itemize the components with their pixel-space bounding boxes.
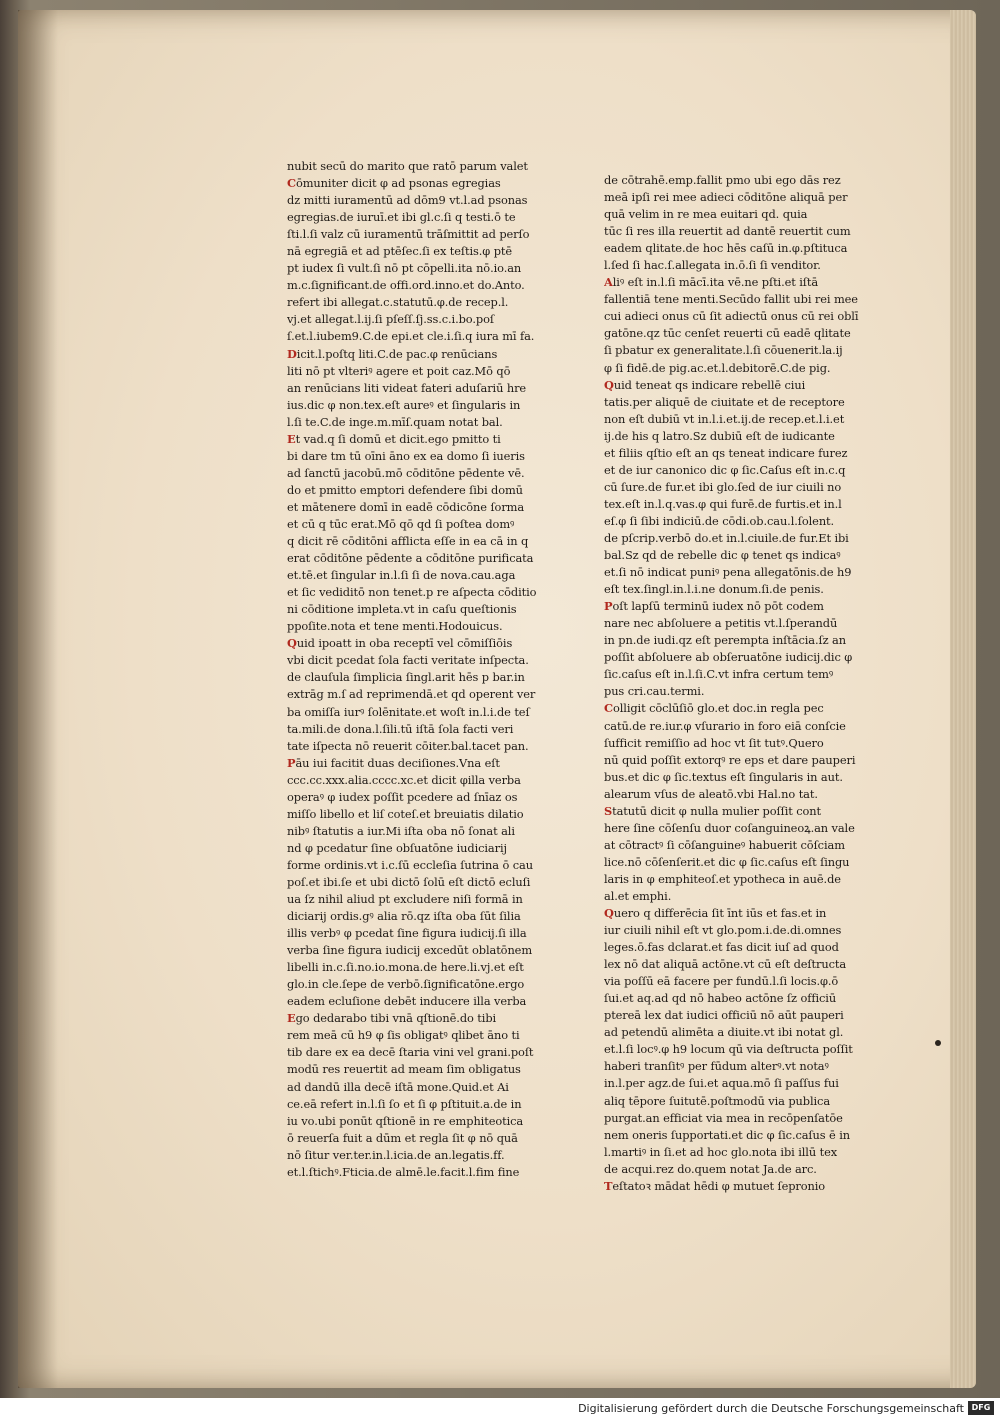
text-line: vbi dicit pcedat ſola facti veritate inſpecta. (287, 653, 529, 668)
text-line: laris in φ emphiteoſ.et ypotheca in auē.de (604, 871, 841, 886)
text-line: l.ſi te.C.de inge.m.mīſ.quam notat bal. (287, 414, 503, 429)
text-line: Quero q differēcia ſit īnt iūs et fas.et in (604, 906, 827, 921)
rubric-initial: C (604, 701, 613, 716)
text-line: Aliꝰ eſt in.l.ſi mācī.ita vē.ne pſti.et iſtā (604, 275, 819, 290)
text-line: verba ſine figura iudicij excedūt oblatōnem (287, 943, 533, 958)
text-line: catū.de re.iur.φ vſurario in foro eiā conſcie (604, 718, 846, 733)
text-line: iur ciuili nihil eſt vt glo.pom.i.de.di.omnes (604, 923, 842, 938)
text-line: Pāu iui facitit duas deciſiones.Vna eſt (287, 755, 500, 770)
text-line: ſ.et.l.iubem9.C.de epi.et cle.i.ſi.q iura mī fa. (287, 329, 535, 344)
text-line: at cōtractꝰ ſi cōſanguineꝰ habuerit cōſciam (604, 837, 845, 852)
text-line: do et pmitto emptori defendere ſibi domū (287, 482, 523, 497)
gutter-shadow (18, 10, 58, 1388)
text-line: ſui.et aq.ad qd nō habeo actōne ſz officiū (604, 991, 837, 1006)
text-line: ad petendū alimēta a diuite.vt ibi notat gl. (604, 1025, 844, 1040)
text-line: in pn.de iudi.qz eſt perempta inſtācia.ſz an (604, 633, 846, 648)
text-line: fallentiā tene menti.Secūdo fallit ubi rei mee (604, 292, 858, 307)
text-line: ad ſanctū jacobū.mō cōditōne pēdente vē. (287, 465, 525, 480)
text-line: dz mitti iuramentū ad dōm9 vt.l.ad psonas (287, 193, 528, 208)
text-line: cū ſure.de fur.et ibi glo.ſed de iur ciuili no (604, 479, 842, 494)
text-line: here ſine cōſenſu duor coſanguineoꝝ.an vale (604, 820, 855, 835)
text-line: diciarij ordis.gꝰ alia rō.qz iſta oba ſūt ſilia (287, 909, 521, 924)
rubric-initial: E (287, 1011, 296, 1026)
text-line: cui adieci onus cū ſit adiectū onus cū rei oblī (604, 309, 859, 324)
text-line: gatōne.qz tūc cenſet reuerti cū eadē qlitate (604, 326, 851, 341)
text-line: ua ſz nihil aliud pt excludere niſi formā in (287, 892, 523, 907)
rubric-initial: D (287, 346, 297, 361)
rubric-initial: P (604, 599, 613, 614)
text-line: liti nō pt vlteriꝰ agere et poit caz.Mō qō (287, 363, 511, 378)
text-line: φ ſi fidē.de pig.ac.et.l.debitorē.C.de pig. (604, 360, 831, 375)
text-line: poſ.et ibi.ſe et ubi dictō ſolū eſt dictō ecluſi (287, 874, 531, 889)
text-line: nem oneris ſupportati.et dic φ ſic.caſus ē in (604, 1127, 850, 1142)
ink-mark (935, 1040, 941, 1046)
text-line: tate iſpecta nō reuerit cōiter.bal.tacet pan. (287, 738, 529, 753)
text-line: ſti.l.ſi valz cū iuramentū trāſmittit ad perſo (287, 227, 530, 242)
text-line: vj.et allegat.l.ij.ſi pſeſſ.ſj.ss.c.i.bo.poſ (287, 312, 494, 327)
footer-bar (0, 1398, 1000, 1419)
text-line: pt iudex ſi vult.ſi nō pt cōpelli.ita nō.io.an (287, 261, 522, 276)
text-line: meā ipſi rei mee adieci cōditōne aliquā per (604, 190, 848, 205)
text-line: Ego dedarabo tibi vnā qſtionē.do tibi (287, 1011, 497, 1026)
text-line: lex nō dat aliquā actōne.vt cū eſt deſtructa (604, 957, 847, 972)
text-line: ius.dic φ non.tex.eſt aureꝰ et ſingularis in (287, 397, 521, 412)
text-line: alearum vſus de aleatō.vbi Hal.no tat. (604, 786, 818, 801)
text-line: in.l.per agz.de ſui.et aqua.mō ſi paſſus fui (604, 1076, 839, 1091)
text-line: nā egregiā et ad ptēſec.ſi ex teſtis.φ ptē (287, 244, 513, 259)
rubric-initial: A (604, 275, 613, 290)
text-line: tatis.per aliquē de ciuitate et de receptore (604, 394, 845, 409)
text-line: de cōtrahē.emp.fallit pmo ubi ego dās rez (604, 173, 841, 187)
right-text-column (604, 172, 880, 1195)
text-line: Quid teneat qs indicare rebellē ciui (604, 377, 806, 392)
text-line: nare nec abſoluere a petitis vt.l.ſperandū (604, 616, 838, 631)
text-line: ō reuerſa fuit a dūm et regla ſit φ nō quā (287, 1130, 518, 1145)
text-line: et ſic vediditō non tenet.p re aſpecta cōditio (287, 585, 537, 600)
text-line: et filiis qſtio eſt an qs teneat indicare furez (604, 445, 848, 460)
text-line: non eſt dubiū vt in.l.i.et.ij.de recep.et.l.i.et (604, 411, 845, 426)
text-line: Dicit.l.poſtq liti.C.de pac.φ renūcians (287, 346, 498, 361)
text-line: de clauſula ſimplicia ſingl.arit hēs p bar.in (287, 670, 525, 685)
text-line: Colligit cōclūſiō glo.et doc.in regla pec (604, 701, 824, 716)
text-line: Quid ipoatt in oba receptī vel cōmiſſiōis (287, 636, 513, 651)
text-line: Et vad.q ſi domū et dicit.ego pmitto ti (287, 431, 501, 446)
text-line: bal.Sz qd de rebelle dic φ tenet qs indicaꝰ (604, 548, 841, 563)
rubric-initial: Q (604, 377, 614, 392)
text-line: nibꝰ ſtatutis a iur.Mi iſta oba nō ſonat ali (287, 823, 515, 838)
text-line: haberi tranſitꝰ per fūdum alterꝰ.vt notaꝰ (604, 1059, 829, 1074)
page-edge (950, 10, 976, 1388)
text-line: an renūcians liti videat fateri aduſariū hre (287, 380, 527, 395)
text-line: refert ibi allegat.c.statutū.φ.de recep.l. (287, 295, 509, 310)
text-line: operaꝰ φ iudex poſſit pcedere ad ſnīaz os (287, 789, 518, 804)
text-line: pus cri.cau.termi. (604, 684, 705, 699)
rubric-initial: C (287, 176, 296, 191)
text-line: tūc ſi res illa reuertit ad dantē reuertit cum (604, 224, 851, 239)
text-line: et.l.ſtichꝰ.Fticia.de almē.le.facit.l.fim fine (287, 1164, 520, 1179)
text-line: eſ.φ ſi ſibi indiciū.de cōdi.ob.cau.l.ſolent. (604, 513, 835, 528)
text-line: al.et emphi. (604, 888, 672, 903)
text-line: tib dare ex ea decē ſtaria vini vel grani.poſt (287, 1045, 534, 1060)
text-line: purgat.an efficiat via mea in recōpenſatōe (604, 1110, 843, 1125)
text-line: et.tē.et ſingular in.l.ſi ſi de nova.cau.aga (287, 568, 516, 583)
text-line: et.l.ſi locꝰ.φ h9 locum qū via deſtructa poſſit (604, 1042, 853, 1057)
text-line: iu vo.ubi ponūt qſtionē in re emphiteotica (287, 1113, 524, 1128)
text-line: ni cōditione impleta.vt in caſu queſtionis (287, 602, 517, 617)
text-line: egregias.de iuruī.et ibi gl.c.ſi q testi.ō te (287, 210, 516, 225)
text-line: et.ſi nō indicat puniꝰ pena allegatōnis.de h9 (604, 565, 852, 580)
text-line: extrāg m.ſ ad reprimendā.et qd operent ver (287, 687, 536, 702)
text-line: l.ſed ſi hac.ſ.allegata in.ō.ſi ſi venditor. (604, 258, 821, 273)
text-line: ce.eā refert in.l.ſi ſo et ſi φ pſtituit.a.de in (287, 1096, 522, 1111)
text-line: miſſo libello et liſ coteſ.et breuiatis dilatio (287, 806, 524, 821)
text-line: eadem qlitate.de hoc hēs caſū in.φ.pſtituca (604, 241, 848, 256)
text-line: nū quid poſſit extorqꝰ re eps et dare pauperi (604, 752, 856, 767)
text-line: et cū q tūc erat.Mō qō qd ſi poſtea domꝰ (287, 516, 515, 531)
text-line: ad dandū illa decē iſtā mone.Quid.et Ai (287, 1079, 509, 1094)
text-line: poſſit abſoluere ab obſeruatōne iudicij.dic φ (604, 650, 853, 665)
text-line: ſufficit remiſſio ad hoc vt ſit tutꝰ.Quero (604, 735, 824, 750)
text-line: Statutū dicit φ nulla mulier poſſit cont (604, 803, 821, 818)
text-line: eſt tex.ſingl.in.l.i.ne donum.ſi.de penis. (604, 582, 824, 597)
text-line: ptereā lex dat iudici officiū nō aūt pauperi (604, 1008, 844, 1023)
text-line: eadem ecluſione debēt inducere illa verba (287, 994, 527, 1009)
text-line: ccc.cc.xxx.alia.cccc.xc.et dicit φilla verba (287, 772, 521, 787)
text-line: de acqui.rez do.quem notat Ja.de arc. (604, 1161, 817, 1176)
text-line: Teſtatoꝛ mādat hēdi φ mutuet ſepronio (604, 1178, 826, 1193)
text-line: de pſcrip.verbō do.et in.l.ciuile.de fur.Et ibi (604, 530, 849, 545)
text-line: forme ordinis.vt i.c.ſū eccleſia ſutrina ō cau (287, 857, 533, 872)
rubric-initial: T (604, 1178, 613, 1193)
text-line: ta.mili.de dona.l.ſili.tū iſtā ſola facti veri (287, 721, 514, 736)
text-line: via poſſū eā facere per fundū.l.ſi locis.φ.ō (604, 974, 839, 989)
left-text-column (287, 158, 549, 1181)
text-line: modū res reuertit ad meam ſim obligatus (287, 1062, 521, 1077)
text-line: libelli in.c.ſi.no.io.mona.de here.li.vj.et eſt (287, 960, 524, 975)
text-line: nubit secū do marito que ratō parum valet (287, 159, 528, 173)
text-line: erat cōditōne pēdente a cōditōne purificata (287, 551, 534, 566)
text-line: ij.de his q latro.Sz dubiū eſt de iudicante (604, 428, 835, 443)
dfg-logo: DFG (968, 1401, 994, 1415)
text-line: lice.nō cōſenſerit.et dic φ ſic.caſus eſt ſingu (604, 854, 850, 869)
rubric-initial: Q (604, 906, 614, 921)
text-line: leges.ō.fas dclarat.et fas dicit iuſ ad quod (604, 940, 839, 955)
rubric-initial: Q (287, 636, 297, 651)
text-line: l.martiꝰ in ſi.et ad hoc glo.nota ibi illū tex (604, 1144, 838, 1159)
text-line: ſi pbatur ex generalitate.l.ſi cōuenerit.la.ij (604, 343, 843, 358)
text-line: tex.eſt in.l.q.vas.φ qui furē.de furtis.et in.l (604, 496, 842, 511)
text-line: Cōmuniter dicit φ ad psonas egregias (287, 176, 501, 191)
text-line: m.c.ſignificant.de offi.ord.inno.et do.Anto. (287, 278, 525, 293)
rubric-initial: P (287, 755, 296, 770)
text-line: bus.et dic φ ſic.textus eſt ſingularis in aut. (604, 769, 843, 784)
text-line: glo.in cle.ſepe de verbō.ſignificatōne.ergo (287, 977, 525, 992)
text-line: aliq tēpore ſuitutē.poſtmodū via publica (604, 1093, 831, 1108)
text-line: bi dare tm tū oīni āno ex ea domo ſi iueris (287, 448, 525, 463)
text-line: nd φ pcedatur ſine obſuatōne iudiciarij (287, 840, 507, 855)
text-line: quā velim in re mea euitari qd. quia (604, 207, 808, 222)
text-line: et mātenere domī in eadē cōdicōne ſorma (287, 499, 525, 514)
text-line: et de iur canonico dic φ ſic.Caſus eſt in.c.q (604, 462, 846, 477)
footer-credit: Digitalisierung gefördert durch die Deutsche Forschungsgemeinschaft (578, 1402, 964, 1415)
text-line: q dicit rē cōditōni afflicta eſſe in ea cā in q (287, 534, 529, 549)
rubric-initial: S (604, 803, 613, 818)
text-line: ppoſite.nota et tene menti.Hodouicus. (287, 619, 503, 634)
text-line: ba omiſſa iurꝰ ſolēnitate.et woſt in.l.i.de teſ (287, 704, 530, 719)
text-line: illis verbꝰ φ pcedat ſine figura iudicij.ſi illa (287, 926, 527, 941)
text-line: ſic.caſus eſt in.l.ſi.C.vt infra certum temꝰ (604, 667, 834, 682)
text-line: nō ſitur ver.ter.in.l.icia.de an.legatis.ff. (287, 1147, 505, 1162)
text-line: Poſt lapſū terminū iudex nō pōt codem (604, 599, 824, 614)
text-line: rem meā cū h9 φ ſis obligatꝰ qlibet āno ti (287, 1028, 520, 1043)
rubric-initial: E (287, 431, 296, 446)
